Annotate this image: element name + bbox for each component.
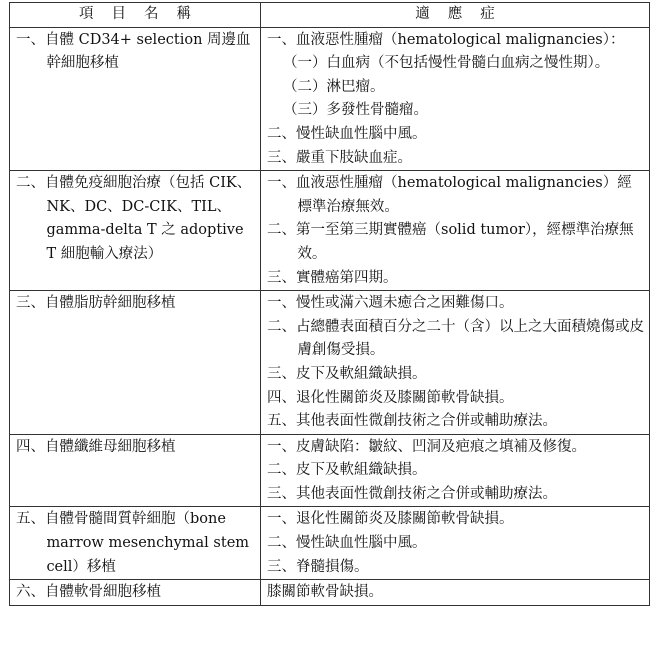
item-name-cell (10, 27, 261, 171)
indication-table (9, 2, 650, 606)
indication-cell (261, 291, 650, 435)
item-name-cell (10, 434, 261, 507)
item-name-cell (10, 580, 261, 606)
table-row (10, 171, 650, 291)
header-indication: 適應症 (261, 3, 650, 28)
indication-item: 二、占總體表面積百分之二十（含）以上之大面積燒傷或皮膚創傷受損。 (267, 318, 644, 359)
item-name: 六、自體軟骨細胞移植 (16, 584, 161, 601)
item-name: 三、自體脂肪幹細胞移植 (16, 295, 176, 312)
indication-cell (261, 171, 650, 291)
indication-item: 二、慢性缺血性腦中風。 (267, 535, 427, 552)
table-row (10, 291, 650, 435)
indication-item: 一、血液惡性腫瘤（hematological malignancies）經標準治療無效。 (267, 175, 632, 215)
indication-item: 三、其他表面性微創技術之合併或輔助療法。 (267, 485, 557, 502)
indication-item: 五、其他表面性微創技術之合併或輔助療法。 (267, 413, 557, 430)
indication-item: （三）多發性骨髓瘤。 (282, 102, 428, 119)
document-page (9, 2, 649, 606)
indication-item: （二）淋巴瘤。 (282, 78, 385, 95)
indication-item: 三、皮下及軟組織缺損。 (267, 365, 427, 382)
table-header-row (10, 3, 650, 28)
item-name-cell (10, 171, 261, 291)
indication-item: 二、慢性缺血性腦中風。 (267, 125, 427, 142)
indication-cell (261, 507, 650, 580)
indication-item: 二、皮下及軟組織缺損。 (267, 462, 427, 479)
indication-cell (261, 434, 650, 507)
indication-item: 一、血液惡性腫瘤（hematological malignancies）： (267, 31, 625, 48)
indication-item: （一）白血病（不包括慢性骨髓白血病之慢性期）。 (282, 55, 610, 72)
indication-item: 一、慢性或滿六週未癒合之困難傷口。 (267, 295, 514, 312)
indication-cell (261, 580, 650, 606)
item-name: 一、自體 CD34+ selection 周邊血幹細胞移植 (16, 31, 251, 72)
indication-item: 四、退化性關節炎及膝關節軟骨缺損。 (267, 389, 514, 406)
header-item-name: 項目名稱 (10, 3, 261, 28)
indication-item: 三、嚴重下肢缺血症。 (267, 149, 412, 166)
item-name-cell (10, 291, 261, 435)
indication-item: 一、退化性關節炎及膝關節軟骨缺損。 (267, 511, 514, 528)
item-name: 五、自體骨髓間質幹細胞（bone marrow mesenchymal stem cell）移植 (16, 511, 250, 575)
item-name: 四、自體纖維母細胞移植 (16, 438, 176, 455)
table-row (10, 580, 650, 606)
item-name-cell (10, 507, 261, 580)
indication-item: 三、實體癌第四期。 (267, 269, 398, 286)
indication-item: 二、第一至第三期實體癌（solid tumor），經標準治療無效。 (267, 222, 634, 262)
indication-cell (261, 27, 650, 171)
table-row (10, 27, 650, 171)
indication-item: 膝關節軟骨缺損。 (267, 584, 383, 601)
table-row (10, 507, 650, 580)
indication-item: 三、脊髓損傷。 (267, 558, 369, 575)
indication-item: 一、皮膚缺陷：皺紋、凹洞及疤痕之填補及修復。 (267, 438, 586, 455)
item-name: 二、自體免疫細胞治療（包括 CIK、NK、DC、DC-CIK、TIL、gamma-delta T 之 adoptive T 細胞輸入療法） (16, 175, 252, 262)
table-body (10, 27, 650, 605)
table-row (10, 434, 650, 507)
